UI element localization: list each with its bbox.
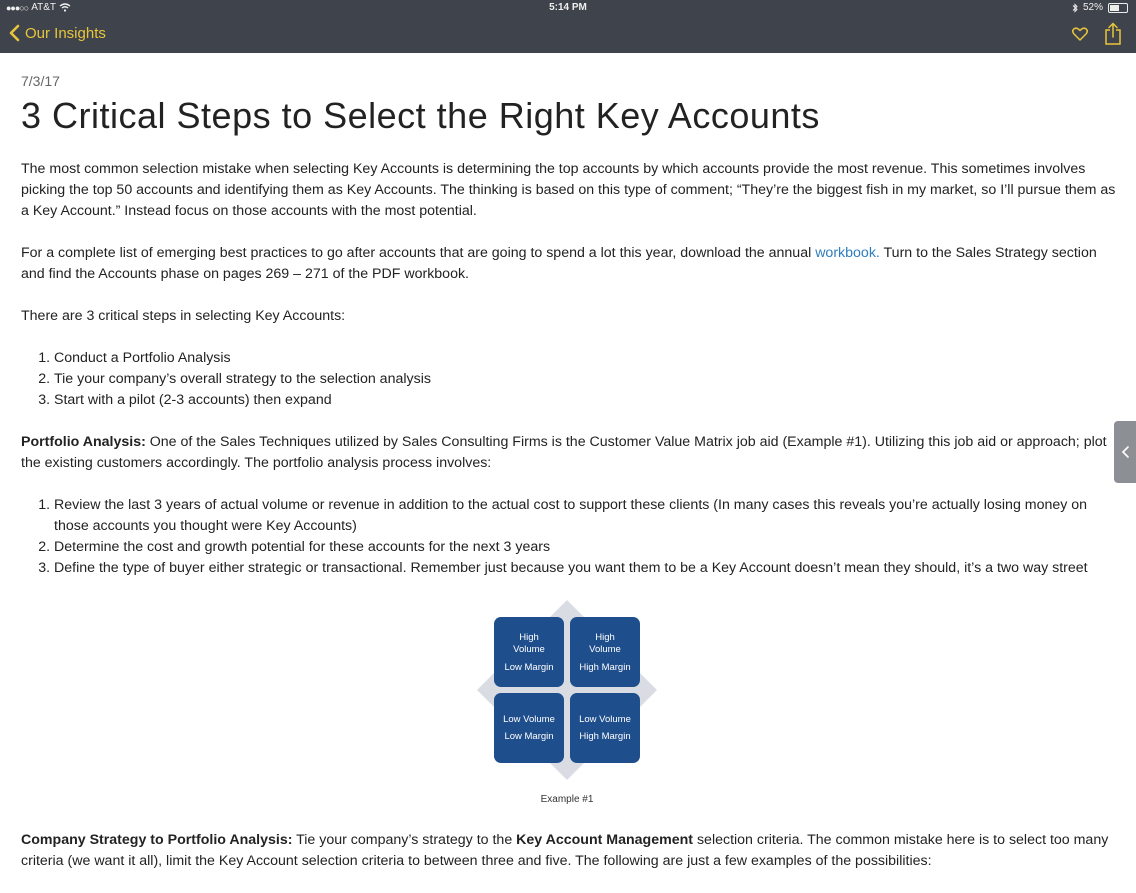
- process-list: [21, 495, 1116, 579]
- svg-text:High: High: [595, 632, 615, 643]
- article: [21, 53, 1116, 893]
- chevron-left-icon: [9, 24, 20, 42]
- quadrant-low-volume-high-margin: [570, 693, 640, 763]
- quadrant-high-volume-low-margin: [494, 617, 564, 687]
- top-bar: [0, 0, 1136, 53]
- list-item: 2. Tie your company’s overall strategy to the selection analysis: [54, 369, 1116, 390]
- svg-text:Low Margin: Low Margin: [504, 731, 554, 742]
- portfolio-text: One of the Sales Techniques utilized by Sales Consulting Firms is the Customer Value Matrix job aid (Example #1). Utilizing this job aid or approach; plot the existing customers accordingly. The portfolio analysis process involves:: [21, 434, 1107, 471]
- paragraph-portfolio: [21, 432, 1116, 474]
- list-item: 1. Conduct a Portfolio Analysis: [54, 348, 1116, 369]
- article-date: 7/3/17: [21, 73, 60, 89]
- back-label: Our Insights: [25, 24, 106, 42]
- key-account-management-term: Key Account Management: [516, 832, 694, 848]
- workbook-link[interactable]: workbook.: [815, 245, 880, 261]
- figure-caption: Example #1: [540, 794, 594, 805]
- workbook-text-before: For a complete list of emerging best practices to go after accounts that are going to spend a lot this year, download the annual: [21, 245, 816, 261]
- paragraph-intro: The most common selection mistake when selecting Key Accounts is determining the top accounts by which accounts provide the most revenue. This sometimes involves picking the top 50 accounts and identifying them as Key Accounts. The thinking is based on this type of comment; “They’re the biggest fish in my market, so I’ll pursue them as a Key Account.” Instead focus on those accounts with the most potential.: [21, 161, 1116, 219]
- svg-text:High Margin: High Margin: [579, 731, 631, 742]
- back-button[interactable]: [9, 24, 106, 42]
- status-bar: [0, 0, 1136, 17]
- list-item: 2. Determine the cost and growth potential for these accounts for the next 3 years: [54, 537, 1116, 558]
- chevron-left-icon: [1114, 421, 1136, 483]
- svg-text:Low Volume: Low Volume: [503, 714, 555, 725]
- svg-text:Low Volume: Low Volume: [579, 714, 631, 725]
- paragraph-workbook: [21, 243, 1116, 285]
- bluetooth-icon: [1072, 3, 1078, 13]
- share-icon[interactable]: [1104, 22, 1122, 46]
- company-strategy-text: Tie your company’s strategy to the: [292, 832, 517, 848]
- nav-bar: [0, 17, 1136, 53]
- paragraph-steps-intro: There are 3 critical steps in selecting Key Accounts:: [21, 308, 346, 324]
- quadrant-high-volume-high-margin: [570, 617, 640, 687]
- list-item: 1. Review the last 3 years of actual volume or revenue in addition to the actual cost to support these clients (In many cases this reveals you’re actually losing money on those accounts you thought were Key Accounts): [54, 495, 1116, 537]
- svg-text:Volume: Volume: [589, 644, 621, 655]
- side-drawer-handle[interactable]: [1114, 421, 1136, 483]
- workbook-text-after: Turn to the Sales Strategy section and find the Accounts phase on pages 269 – 271 of the PDF workbook.: [21, 245, 1097, 282]
- svg-text:Volume: Volume: [513, 644, 545, 655]
- company-strategy-heading: Company Strategy to Portfolio Analysis:: [21, 832, 293, 848]
- battery-icon: [1108, 3, 1128, 13]
- signal-icon: ●●●○○: [6, 2, 29, 13]
- svg-text:High Margin: High Margin: [579, 662, 631, 673]
- company-strategy-text-rest: selection criteria. The common mistake here is to select too many criteria (we want it all), limit the Key Account selection criteria to between three and five. The following are just a few examples of the possibilities:: [21, 832, 1109, 869]
- customer-value-matrix-figure: [21, 600, 1116, 830]
- quadrant-low-volume-low-margin: [494, 693, 564, 763]
- battery-percent: 52%: [1082, 2, 1103, 13]
- steps-list: [21, 348, 1116, 411]
- list-item: 3. Define the type of buyer either strategic or transactional. Remember just because you want them to be a Key Account doesn’t mean they should, it’s a two way street: [54, 558, 1116, 579]
- article-title: 3 Critical Steps to Select the Right Key Accounts: [21, 95, 820, 136]
- portfolio-heading: Portfolio Analysis:: [21, 434, 146, 450]
- list-item: 3. Start with a pilot (2-3 accounts) then expand: [54, 390, 1116, 411]
- customer-value-matrix: [477, 600, 657, 780]
- svg-text:High: High: [519, 632, 539, 643]
- clock: 5:14 PM: [549, 2, 587, 13]
- paragraph-company-strategy: [21, 830, 1116, 872]
- svg-text:Low Margin: Low Margin: [504, 662, 554, 673]
- heart-icon[interactable]: [1072, 27, 1088, 41]
- carrier-label: AT&T: [31, 2, 57, 13]
